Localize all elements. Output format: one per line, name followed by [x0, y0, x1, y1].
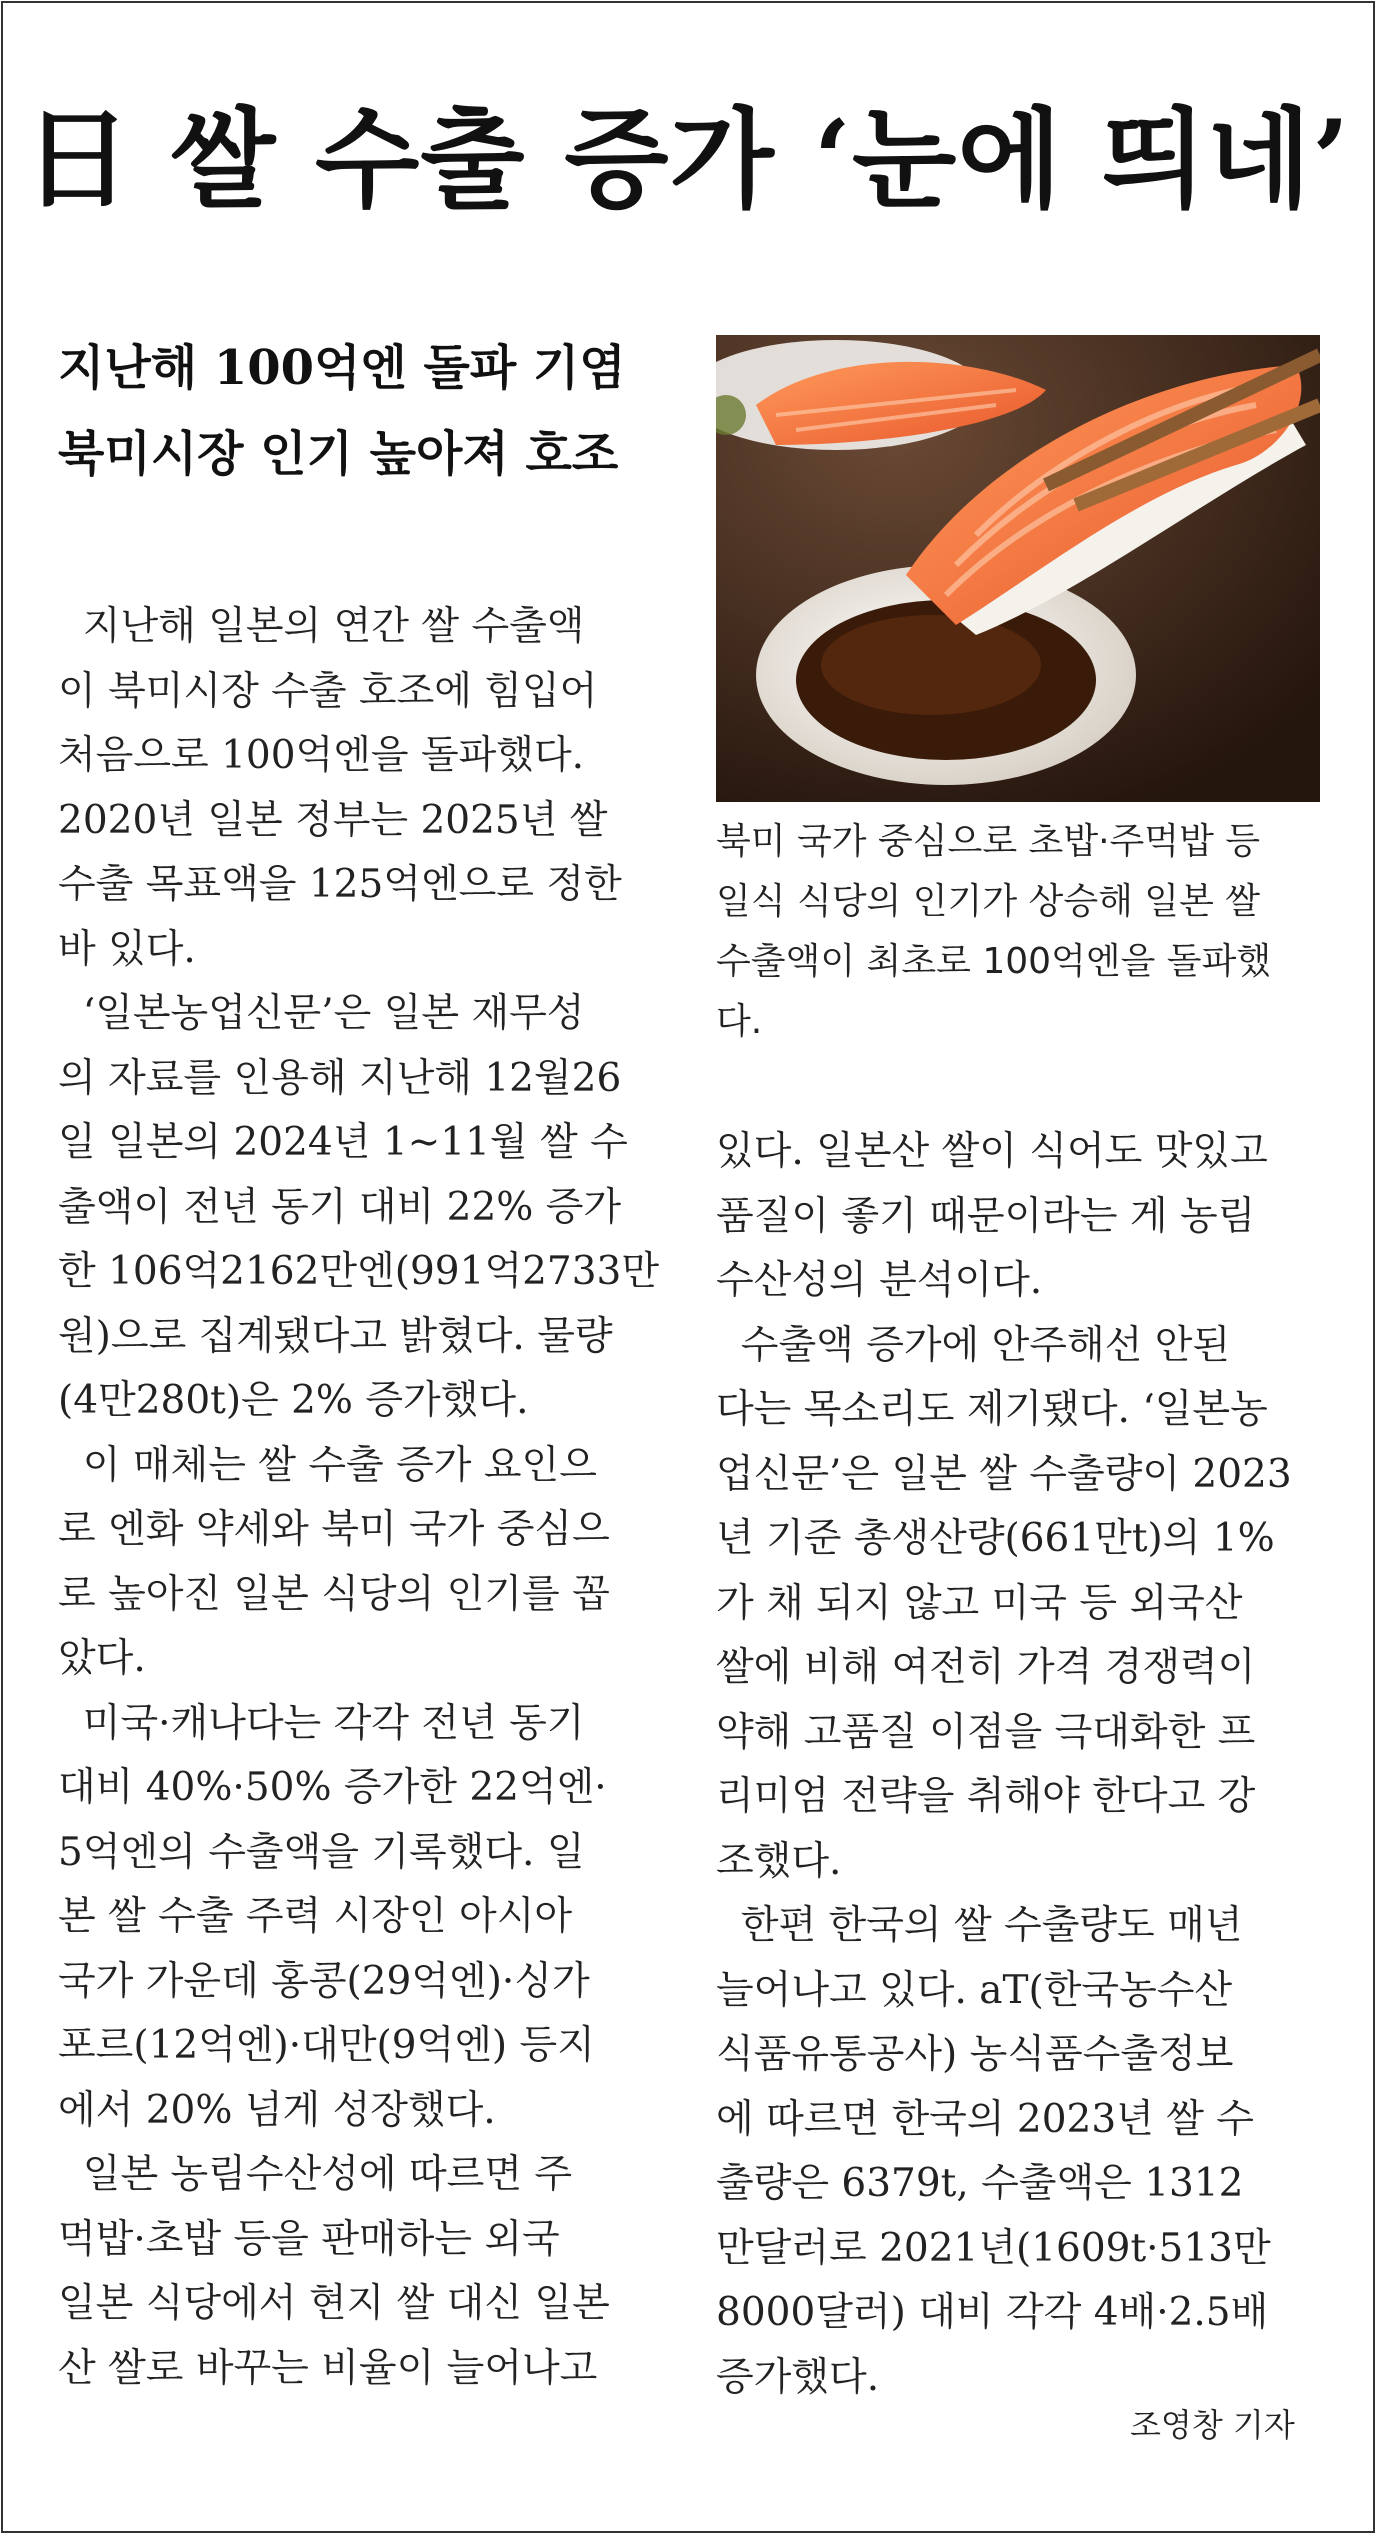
subheadline-line-2: 북미시장 인기 높아져 호조 [58, 426, 619, 482]
body-line: 대비 40%·50% 증가한 22억엔· [58, 1765, 607, 1810]
body-line: 산 쌀로 바꾸는 비율이 늘어나고 [58, 2345, 598, 2391]
body-line: 의 자료를 인용해 지난해 12월26 [58, 1055, 622, 1101]
body-line: 리미엄 전략을 취해야 한다고 강 [716, 1774, 1256, 1819]
body-line: 일 일본의 2024년 1~11월 쌀 수 [58, 1120, 628, 1165]
caption-line: 북미 국가 중심으로 초밥·주먹밥 등 [716, 821, 1261, 862]
body-column-left [58, 595, 688, 2401]
body-line: 수출 목표액을 125억엔으로 정한 [58, 862, 622, 907]
body-line: 먹밥·초밥 등을 판매하는 외국 [58, 2216, 560, 2262]
body-line: 한 106억2162만엔(991억2733만 [58, 1249, 660, 1294]
body-line: 바 있다. [58, 926, 196, 972]
subheadline [58, 325, 678, 497]
body-line: 가 채 되지 않고 미국 등 외국산 [716, 1580, 1243, 1626]
body-line: ‘일본농업신문’은 일본 재무성 [58, 991, 585, 1036]
body-line: 일본 농림수산성에 따르면 주 [58, 2152, 573, 2197]
body-line: 았다. [58, 1636, 146, 1681]
body-line: 품질이 좋기 때문이라는 게 농림 [716, 1193, 1256, 1239]
body-line: 출액이 전년 동기 대비 22% 증가 [58, 1184, 622, 1230]
body-line: 한편 한국의 쌀 수출량도 매년 [716, 1903, 1243, 1948]
sushi-photo [716, 335, 1320, 802]
body-line: 늘어나고 있다. aT(한국농수산 [716, 1967, 1233, 2013]
body-line: 5억엔의 수출액을 기록했다. 일 [58, 1829, 585, 1875]
body-line: 이 북미시장 수출 호조에 힘입어 [58, 668, 598, 714]
caption-line: 일식 식당의 인기가 상승해 일본 쌀 [716, 881, 1261, 922]
byline: 조영창 기자 [1130, 2406, 1295, 2444]
body-line: 약해 고품질 이점을 극대화한 프 [716, 1709, 1256, 1755]
body-line: 로 엔화 약세와 북미 국가 중심으 [58, 1507, 610, 1552]
body-line: 있다. 일본산 쌀이 식어도 맛있고 [716, 1129, 1268, 1174]
body-line: 에 따르면 한국의 2023년 쌀 수 [716, 2096, 1254, 2142]
subheadline-line-1: 지난해 100억엔 돌파 기염 [58, 340, 626, 396]
headline: 日 쌀 수출 증가 ‘눈에 띄네’ [23, 97, 1351, 223]
body-line: 수산성의 분석이다. [716, 1258, 1043, 1303]
body-line: 국가 가운데 홍콩(29억엔)·싱가 [58, 1958, 590, 2004]
body-line: 미국·캐나다는 각각 전년 동기 [58, 1700, 585, 1746]
body-line: 이 매체는 쌀 수출 증가 요인으 [58, 1442, 597, 1488]
body-line: 식품유통공사) 농식품수출정보 [716, 2032, 1234, 2077]
body-column-right [716, 1120, 1346, 2410]
body-line: 일본 식당에서 현지 쌀 대신 일본 [58, 2281, 610, 2326]
caption-line: 다. [716, 1001, 763, 1042]
body-line: 로 높아진 일본 식당의 인기를 꼽 [58, 1571, 610, 1617]
body-line: 포르(12억엔)·대만(9억엔) 등지 [58, 2023, 595, 2068]
body-line: 에서 20% 넘게 성장했다. [58, 2087, 496, 2133]
body-line: 년 기준 총생산량(661만t)의 1% [716, 1516, 1275, 1561]
body-line: 수출액 증가에 안주해선 안된 [716, 1322, 1231, 1368]
body-line: 다는 목소리도 제기됐다. ‘일본농 [716, 1387, 1268, 1432]
body-line: 조했다. [716, 1838, 842, 1884]
body-line: 업신문’은 일본 쌀 수출량이 2023 [716, 1451, 1292, 1497]
body-line: 원)으로 집계됐다고 밝혔다. 물량 [58, 1313, 613, 1359]
photo-caption [716, 812, 1336, 1052]
body-line: 증가했다. [716, 2354, 880, 2400]
body-line: 2020년 일본 정부는 2025년 쌀 [58, 797, 608, 843]
body-line: 8000달러) 대비 각각 4배·2.5배 [716, 2290, 1269, 2335]
body-line: (4만280t)은 2% 증가했다. [58, 1378, 529, 1423]
body-line: 출량은 6379t, 수출액은 1312 [716, 2161, 1244, 2206]
body-line: 본 쌀 수출 주력 시장인 아시아 [58, 1894, 573, 1939]
body-line: 지난해 일본의 연간 쌀 수출액 [58, 604, 585, 649]
body-line: 쌀에 비해 여전히 가격 경쟁력이 [716, 1645, 1256, 1690]
caption-line: 수출액이 최초로 100억엔을 돌파했 [716, 941, 1272, 982]
body-line: 만달러로 2021년(1609t·513만 [716, 2225, 1271, 2271]
body-line: 처음으로 100억엔을 돌파했다. [58, 733, 585, 778]
